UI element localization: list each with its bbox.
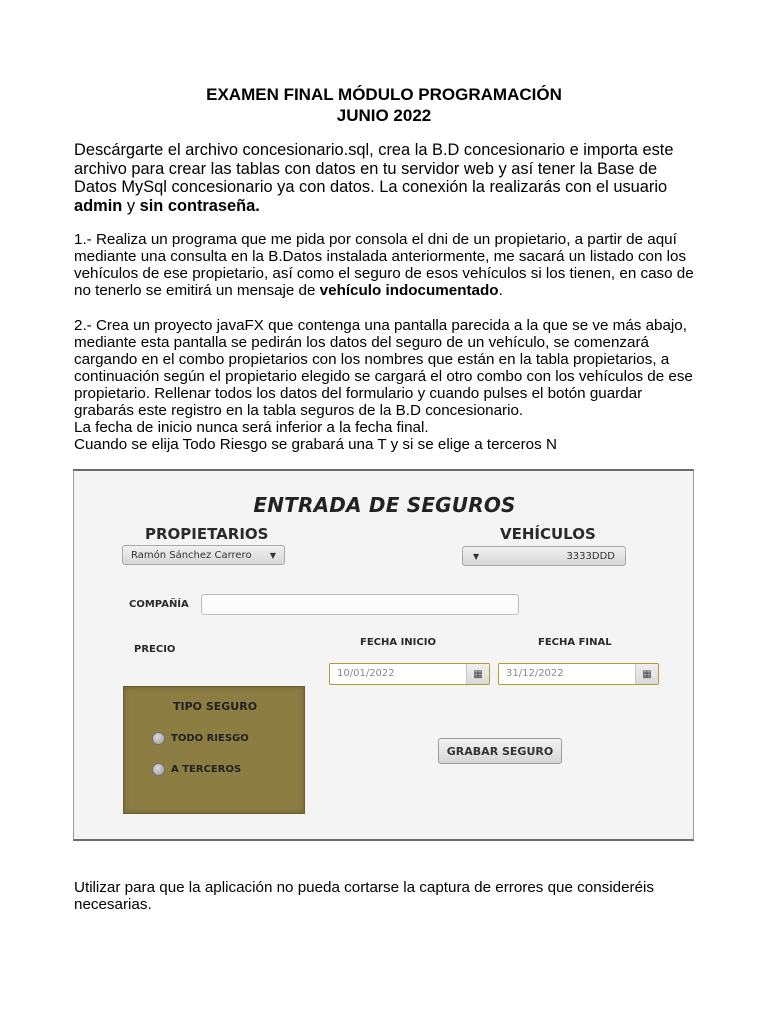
question-2 <box>74 317 699 453</box>
fecha-final-picker[interactable] <box>498 663 659 685</box>
fecha-final-value: 31/12/2022 <box>506 668 564 679</box>
fecha-inicio-picker[interactable] <box>329 663 490 685</box>
fecha-final-label: FECHA FINAL <box>538 637 612 648</box>
compania-label: COMPAÑÍA <box>129 599 189 610</box>
compania-field[interactable] <box>201 594 519 615</box>
q2-line-3: Cuando se elija Todo Riesgo se grabará una T y si se elige a terceros N <box>74 436 557 453</box>
intro-user: admin <box>74 196 123 215</box>
radio-terceros[interactable] <box>152 763 241 776</box>
propietarios-combo-value: Ramón Sánchez Carrero <box>131 549 252 561</box>
propietarios-combo[interactable] <box>122 545 285 565</box>
javafx-form-screenshot <box>73 469 694 841</box>
fecha-inicio-value: 10/01/2022 <box>337 668 395 679</box>
intro-password: sin contraseña. <box>139 196 260 215</box>
radio-button-icon[interactable] <box>152 763 165 776</box>
question-1 <box>74 231 699 299</box>
radio-todo-riesgo[interactable] <box>152 732 249 745</box>
vehiculos-label: VEHÍCULOS <box>500 525 596 543</box>
q1-bold: vehículo indocumentado <box>319 282 499 299</box>
page-title <box>0 84 768 126</box>
title-line-2: JUNIO 2022 <box>336 106 432 125</box>
intro-paragraph <box>74 141 699 215</box>
grabar-seguro-button[interactable]: GRABAR SEGURO <box>438 738 562 764</box>
q2-line-2: La fecha de inicio nunca será inferior a la fecha final. <box>74 419 429 436</box>
footer-paragraph: Utilizar para que la aplicación no pueda cortarse la captura de errores que consideréis necesarias. <box>74 879 654 913</box>
radio-todo-riesgo-label: TODO RIESGO <box>171 733 249 744</box>
title-line-1: EXAMEN FINAL MÓDULO PROGRAMACIÓN <box>206 85 562 104</box>
calendar-icon[interactable]: ▦ <box>635 664 658 684</box>
tipo-seguro-label: TIPO SEGURO <box>173 700 258 713</box>
vehiculos-combo-value: 3333DDD <box>566 550 615 562</box>
calendar-icon[interactable]: ▦ <box>466 664 489 684</box>
precio-label: PRECIO <box>134 644 176 655</box>
chevron-down-icon: ▼ <box>269 550 276 560</box>
q1-end: . <box>498 282 503 299</box>
tipo-seguro-panel <box>123 686 305 814</box>
vehiculos-combo[interactable] <box>462 546 626 566</box>
radio-button-icon[interactable] <box>152 732 165 745</box>
q1-text: 1.- Realiza un programa que me pida por consola el dni de un propietario, a partir de aquí mediante una consulta en la B.Datos instalada anteriormente, me sacará un listado con los vehículos de ese propietario, así como el seguro de esos vehículos si los tienen, en caso de no tenerlo se emitirá un mensaje de <box>74 231 694 299</box>
chevron-down-icon: ▼ <box>473 551 480 561</box>
radio-terceros-label: A TERCEROS <box>171 764 242 775</box>
intro-text: Descárgarte el archivo concesionario.sql, crea la B.D concesionario e importa este archivo para crear las tablas con datos en tu servidor web y así tener la Base de Datos MySql concesionario ya con datos. La conexión la realizarás con el usuario <box>74 141 674 196</box>
intro-and: y <box>122 196 140 215</box>
form-title: ENTRADA DE SEGUROS <box>253 493 516 517</box>
propietarios-label: PROPIETARIOS <box>145 525 269 543</box>
q2-text: 2.- Crea un proyecto javaFX que contenga una pantalla parecida a la que se ve más abajo, mediante esta pantalla se pedirán los datos del seguro de un vehículo, se comenzará cargando en el combo propietarios con los nombres que están en la tabla propietarios, a continuación según el propietario elegido se cargará el otro combo con los vehículos de ese propietario. Rellenar todos los datos del formulario y cuando pulses el botón guardar grabarás este registro en la tabla seguros de la B.D concesionario. <box>74 317 693 419</box>
fecha-inicio-label: FECHA INICIO <box>360 637 436 648</box>
